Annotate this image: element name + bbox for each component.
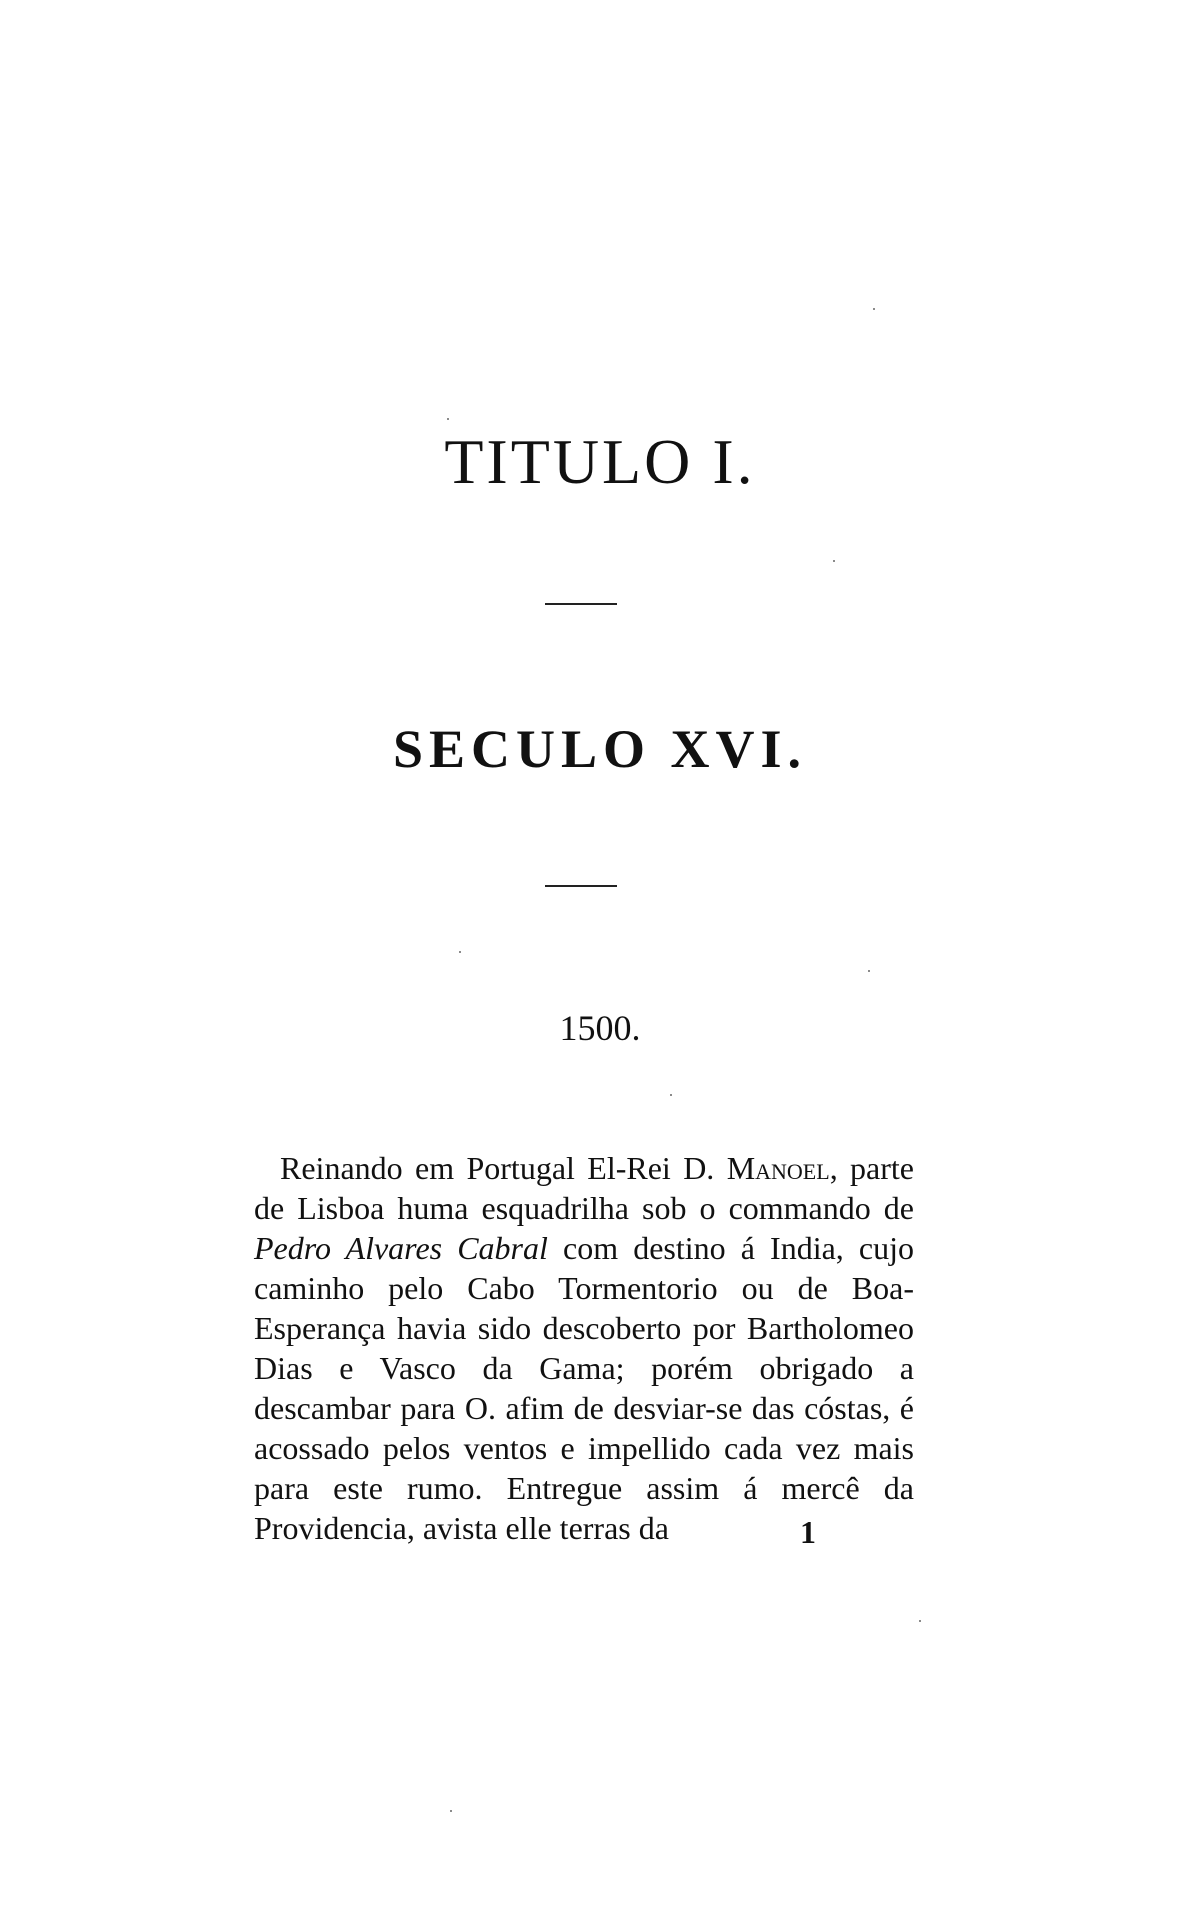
print-speck [919,1620,921,1622]
body-paragraph [254,1148,914,1548]
print-speck [447,418,449,420]
year-heading: 1500. [559,1008,641,1048]
chapter-title: TITULO I. [444,426,756,497]
print-speck [459,951,461,953]
print-speck [450,1810,452,1812]
paragraph-part-3: com destino á India, cujo caminho pelo Cabo Tormentorio ou de Boa-Esperança havia sido descoberto por Bartholomeo Dias e Vasco da Gama; porém obrigado a descambar para O. afim de desviar-se das cóstas, é acossado pelos ventos e impellido cada vez mais para este rumo. Entregue assim á mercê da Providencia, avista elle terras da [254,1230,915,1546]
print-speck [873,308,875,310]
captain-name: Pedro Alvares Cabral [254,1230,548,1266]
print-speck [833,560,835,562]
print-speck [868,970,870,972]
section-heading: SECULO XVI. [392,719,808,779]
king-name: Manoel [726,1150,830,1186]
page-number: 1 [800,1514,816,1550]
paragraph-part-1: Reinando em Portugal El-Rei D. [280,1150,727,1186]
separator-rule-top [545,603,617,605]
print-speck [670,1094,672,1096]
paragraph-part-2: , parte de Lisboa huma esquadrilha sob o commando de [254,1150,915,1226]
separator-rule-bottom [545,885,617,887]
